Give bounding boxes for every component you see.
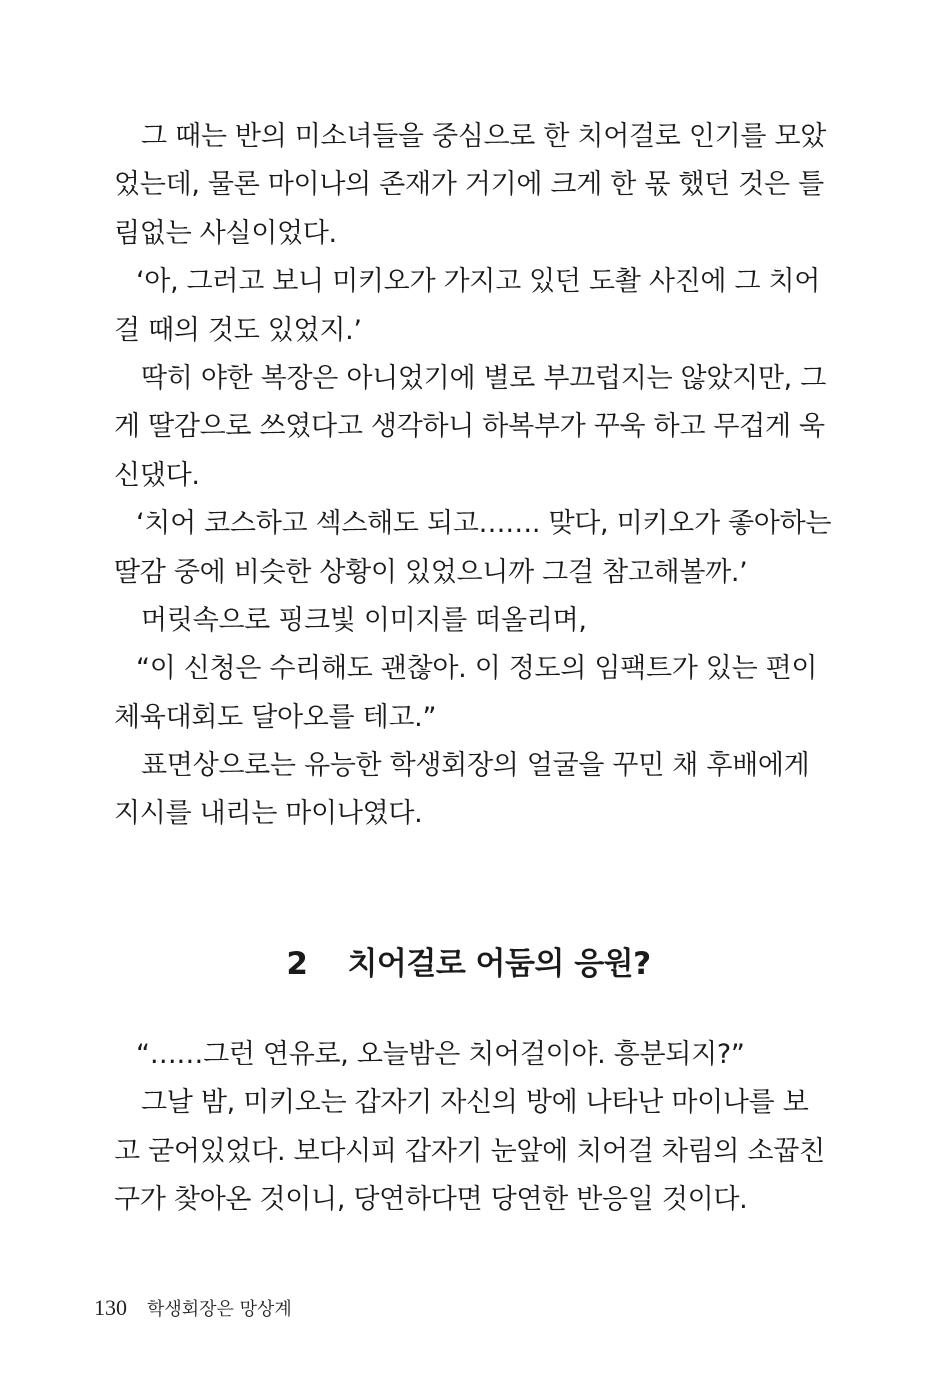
text-line: 딸감 중에 비슷한 상황이 있었으니까 그걸 참고해볼까.’: [114, 556, 748, 588]
page-footer: [94, 1294, 292, 1324]
text-line: 림없는 사실이었다.: [114, 217, 337, 249]
chapter-heading: [0, 940, 937, 988]
text-line: 걸 때의 것도 있었지.’: [114, 314, 362, 346]
body-text-bottom: [114, 1031, 825, 1225]
text-line: 딱히 야한 복장은 아니었기에 별로 부끄럽지는 않았지만, 그: [141, 362, 827, 394]
page-number: 130: [94, 1295, 127, 1320]
text-line: 그날 밤, 미키오는 갑자기 자신의 방에 나타난 마이나를 보: [141, 1087, 809, 1119]
text-line: 게 딸감으로 쓰였다고 생각하니 하복부가 꾸욱 하고 무겁게 욱: [114, 411, 825, 443]
text-line: 고 굳어있었다. 보다시피 갑자기 눈앞에 치어걸 차림의 소꿉친: [114, 1135, 825, 1167]
chapter-number: 2: [286, 946, 308, 982]
text-line: 었는데, 물론 마이나의 존재가 거기에 크게 한 몫 했던 것은 틀: [114, 169, 824, 201]
text-line: 그 때는 반의 미소녀들을 중심으로 한 치어걸로 인기를 모았: [141, 121, 827, 152]
text-line: 지시를 내리는 마이나였다.: [114, 798, 423, 830]
text-line: “……그런 연유로, 오늘밤은 치어걸이야. 흥분되지?”: [136, 1039, 745, 1070]
text-line: 머릿속으로 핑크빛 이미지를 떠올리며,: [141, 604, 587, 636]
text-line: ‘아, 그러고 보니 미키오가 가지고 있던 도촬 사진에 그 치어: [136, 266, 821, 298]
chapter-title: 치어걸로 어둠의 응원?: [347, 946, 651, 982]
text-line: 체육대회도 달아오를 테고.”: [114, 701, 437, 733]
body-text-top: [114, 113, 832, 839]
text-line: 신댔다.: [114, 459, 200, 491]
text-line: 구가 찾아온 것이니, 당연하다면 당연한 반응일 것이다.: [114, 1184, 748, 1216]
text-line: “이 신청은 수리해도 괜찮아. 이 정도의 임팩트가 있는 편이: [136, 653, 818, 685]
text-line: ‘치어 코스하고 섹스해도 되고……. 맞다, 미키오가 좋아하는: [136, 508, 832, 540]
text-line: 표면상으로는 유능한 학생회장의 얼굴을 꾸민 채 후배에게: [141, 750, 810, 782]
book-title: 학생회장은 망상계: [147, 1299, 292, 1320]
